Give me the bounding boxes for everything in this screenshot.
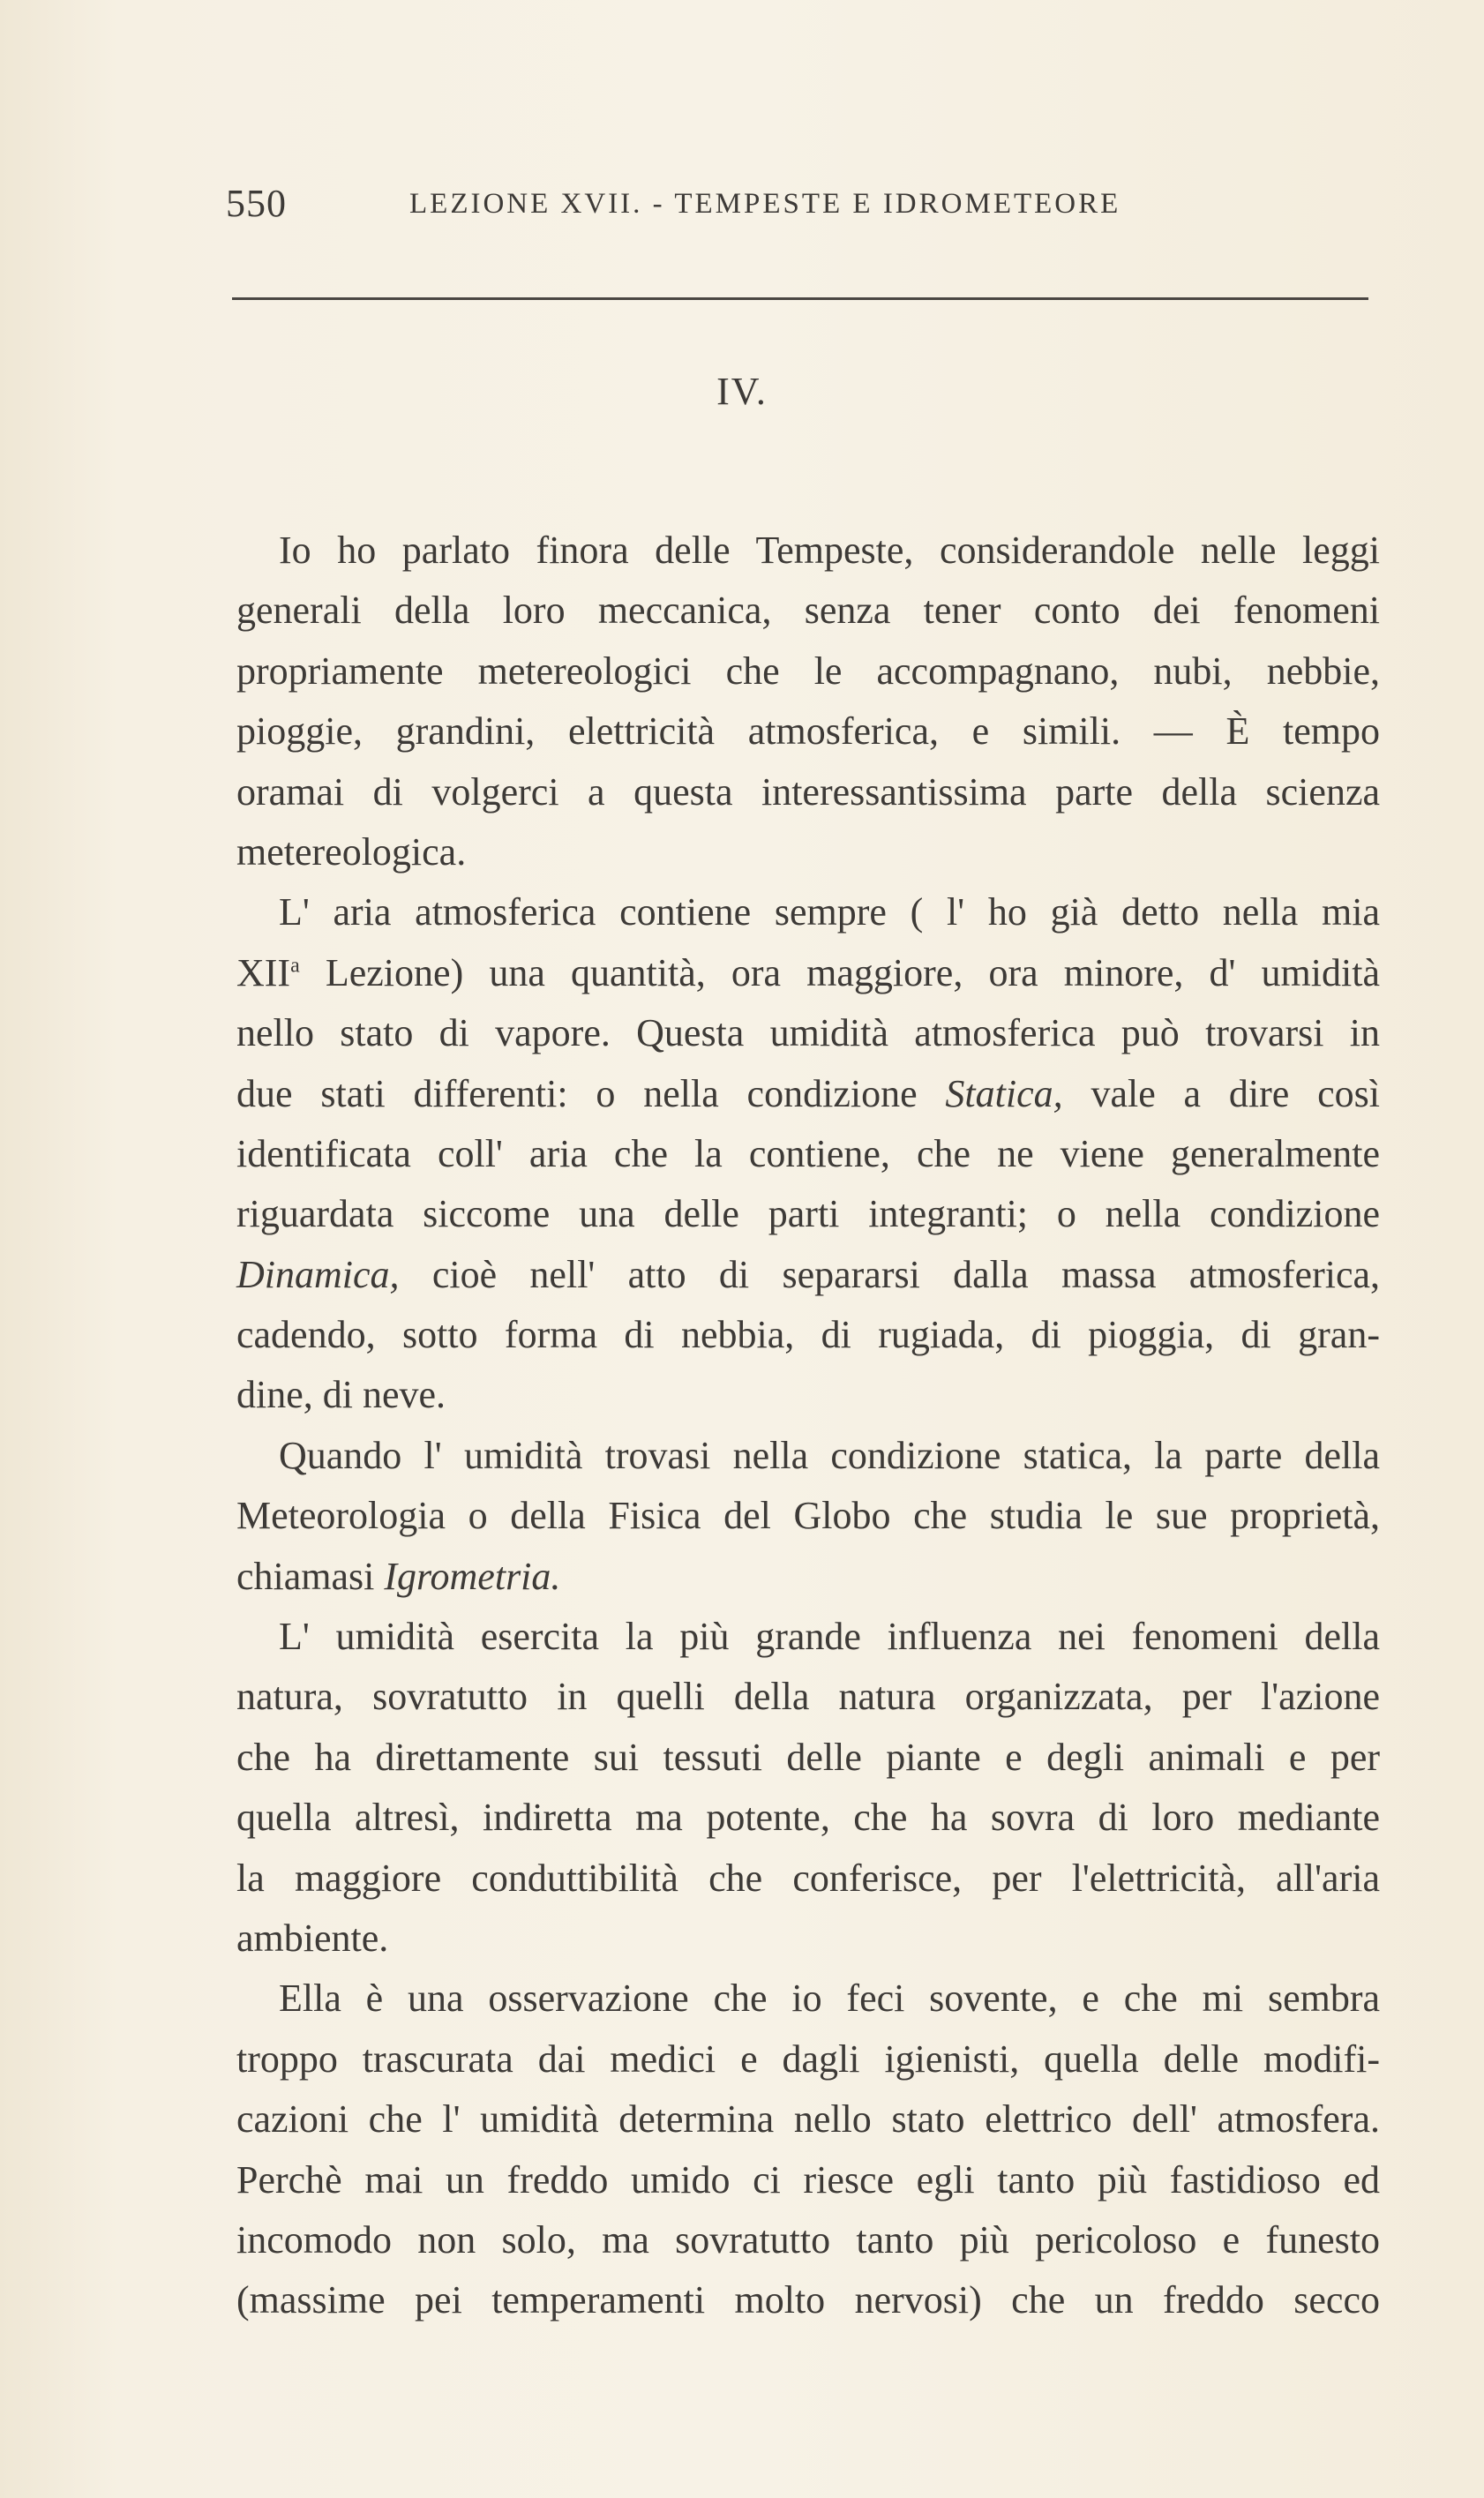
text-line: metereologica. <box>236 829 467 874</box>
text-line: quella altresì, indiretta ma potente, che ha sovra di loro mediante <box>236 1796 1380 1840</box>
italic-term-igrometria: Igrometria. <box>384 1554 561 1598</box>
text-line: L' umidità esercita la più grande influenza nei fenomeni della <box>279 1615 1380 1659</box>
text-fragment: cioè nell' atto di separarsi dalla massa atmosferica, <box>431 1252 1381 1296</box>
text-line: identificata coll' aria che la contiene, che ne viene generalmente <box>236 1131 1380 1175</box>
text-line: troppo trascurata dai medici e dagli igienisti, quella delle modifi- <box>236 2037 1380 2081</box>
text-line: cadendo, sotto forma di nebbia, di rugiada, di pioggia, di gran- <box>236 1313 1380 1357</box>
text-line: Ella è una osservazione che io feci sovente, e che mi sembra <box>279 1977 1380 2021</box>
text-line: (massime pei temperamenti molto nervosi) che un freddo secco <box>236 2278 1380 2322</box>
text-line: Io ho parlato finora delle Tempeste, considerandole nelle leggi <box>279 529 1380 572</box>
roman-numeral: XII <box>236 950 291 994</box>
text-line <box>236 1547 1380 1607</box>
text-line <box>236 943 1380 1003</box>
text-line: ambiente. <box>236 1916 389 1960</box>
text-line: dine, di neve. <box>236 1373 446 1417</box>
text-line: Meteorologia o della Fisica del Globo che studia le sue proprietà, <box>236 1494 1380 1538</box>
text-line <box>236 1064 1380 1124</box>
section-heading: IV. <box>716 370 768 413</box>
text-fragment: vale a dire così <box>1091 1071 1380 1115</box>
italic-term-dinamica: Dinamica, <box>236 1252 400 1296</box>
body-text <box>236 521 1380 2331</box>
running-title: LEZIONE XVII. - TEMPESTE E IDROMETEORE <box>409 188 1121 220</box>
text-line: cazioni che l' umidità determina nello stato elettrico dell' atmosfera. <box>236 2097 1380 2142</box>
text-line: natura, sovratutto in quelli della natura organizzata, per l'azione <box>236 1675 1380 1719</box>
text-line: la maggiore conduttibilità che conferisce, per l'elettricità, all'aria <box>236 1856 1380 1900</box>
text-line: propriamente metereologici che le accompagnano, nubi, nebbie, <box>236 649 1380 693</box>
text-line: pioggie, grandini, elettricità atmosferica, e simili. — È tempo <box>236 709 1380 754</box>
text-line: oramai di volgerci a questa interessantissima parte della scienza <box>236 769 1380 814</box>
running-head <box>226 181 1373 234</box>
italic-term-statica: Statica, <box>945 1071 1063 1115</box>
text-line <box>236 1245 1380 1305</box>
text-line: Quando l' umidità trovasi nella condizione statica, la parte della <box>279 1433 1380 1477</box>
text-fragment: Lezione) una quantità, ora maggiore, ora minore, d' umidità <box>325 950 1380 994</box>
text-fragment: chiamasi <box>236 1554 385 1598</box>
text-line: che ha direttamente sui tessuti delle piante e degli animali e per <box>236 1735 1380 1779</box>
text-line: L' aria atmosferica contiene sempre ( l' ho già detto nella mia <box>279 890 1380 934</box>
page-number: 550 <box>226 182 287 225</box>
text-line: riguardata siccome una delle parti integranti; o nella condizione <box>236 1192 1380 1236</box>
text-line: generali della loro meccanica, senza tener conto dei fenomeni <box>236 589 1380 633</box>
text-line: Perchè mai un freddo umido ci riesce egli tanto più fastidioso ed <box>236 2157 1380 2202</box>
text-fragment: due stati differenti: o nella condizione <box>236 1071 946 1115</box>
superscript: a <box>290 954 300 978</box>
text-line: incomodo non solo, ma sovratutto tanto più pericoloso e funesto <box>236 2217 1380 2262</box>
header-rule <box>232 297 1368 300</box>
text-line: nello stato di vapore. Questa umidità atmosferica può trovarsi in <box>236 1011 1380 1055</box>
